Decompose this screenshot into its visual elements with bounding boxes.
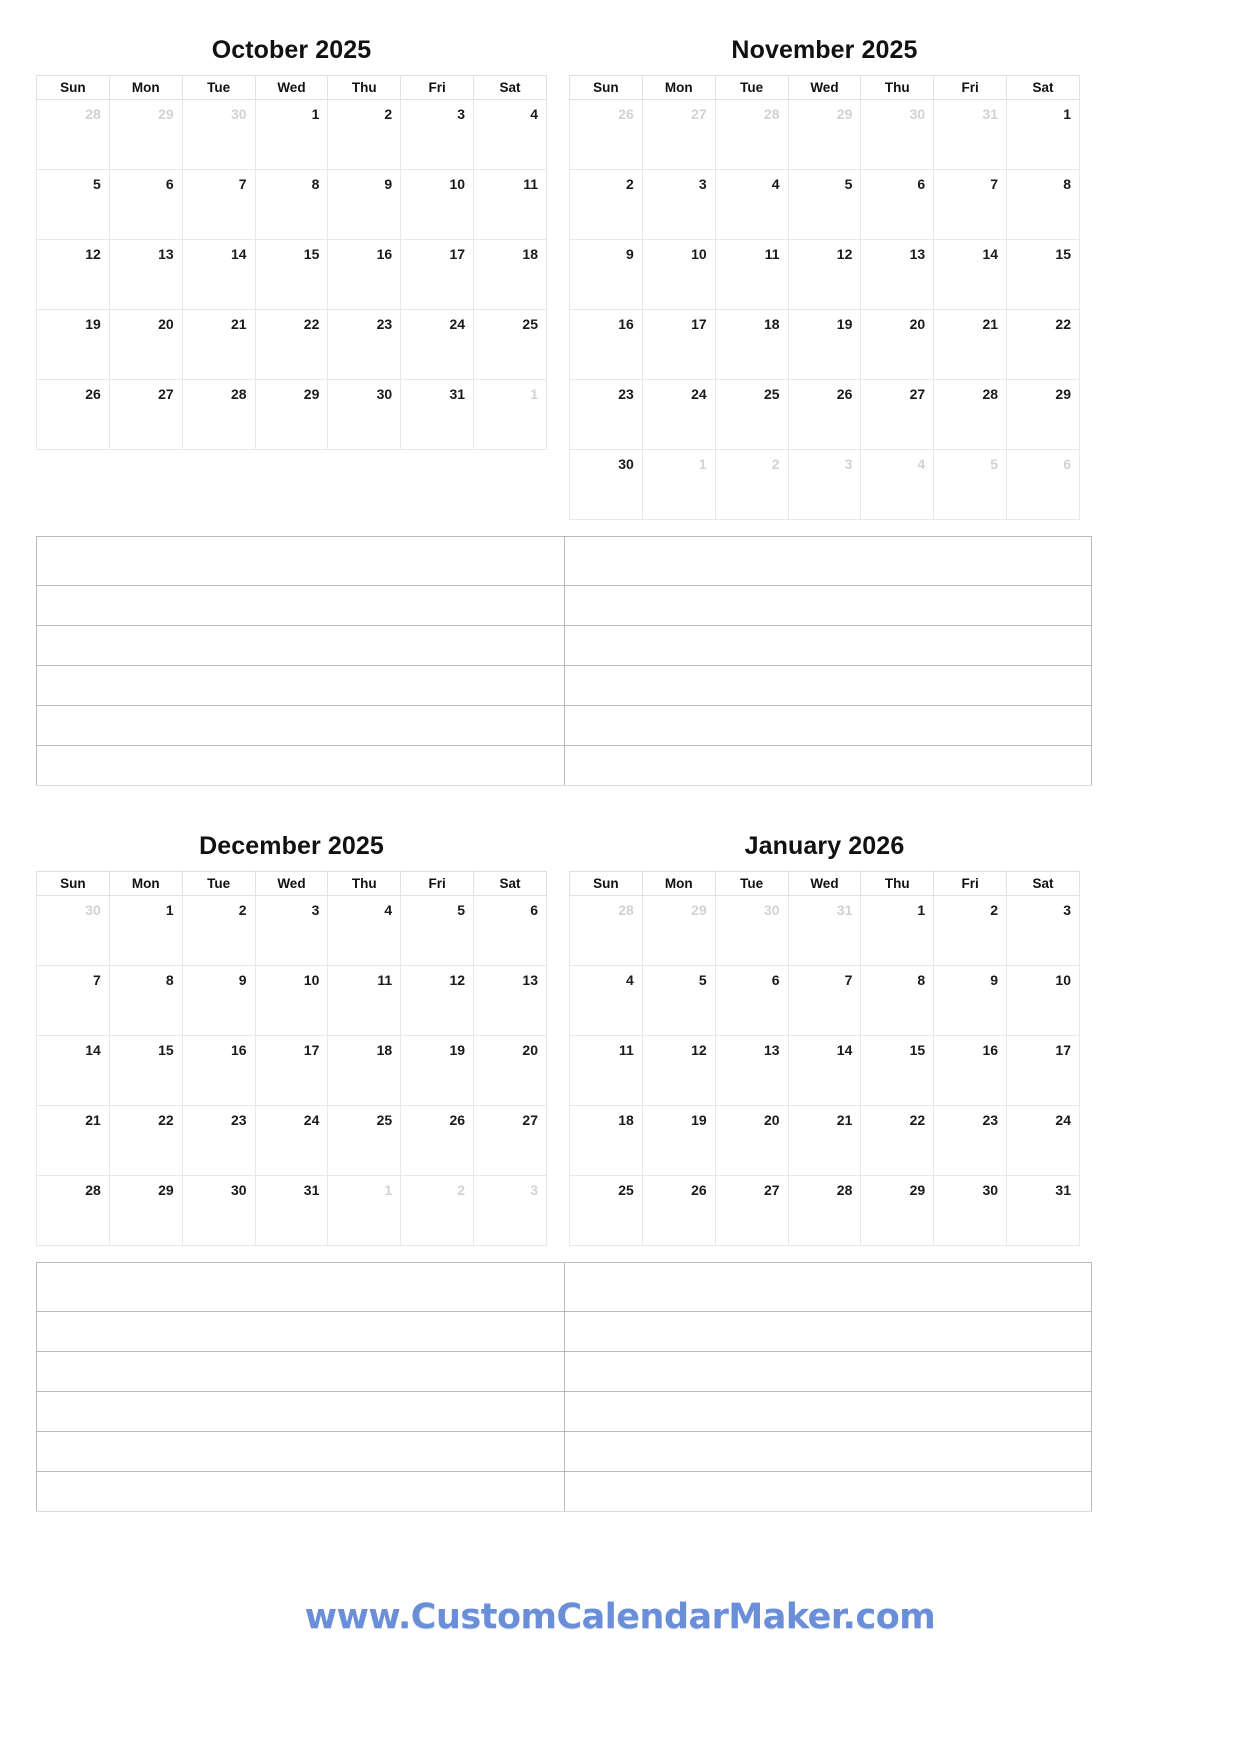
calendar-day-cell[interactable]: 8 [255, 170, 328, 240]
calendar-day-cell[interactable]: 27 [861, 380, 934, 450]
calendar-day-cell[interactable]: 16 [328, 240, 401, 310]
weekday-header-wed: Wed [255, 76, 328, 100]
notes-cell[interactable] [37, 537, 565, 586]
calendar-day-cell[interactable]: 2 [934, 896, 1007, 966]
calendar-day-cell[interactable]: 14 [934, 240, 1007, 310]
calendar-day-cell-adjacent[interactable]: 31 [934, 100, 1007, 170]
calendar-day-cell[interactable]: 28 [182, 380, 255, 450]
calendar-day-cell-adjacent[interactable]: 30 [715, 896, 788, 966]
notes-row [37, 706, 1092, 746]
calendar-day-cell[interactable]: 8 [861, 966, 934, 1036]
calendar-day-cell[interactable]: 18 [328, 1036, 401, 1106]
weekday-header-wed: Wed [788, 76, 861, 100]
calendar-day-cell[interactable]: 22 [861, 1106, 934, 1176]
calendar-week-row [570, 380, 1080, 450]
calendar-week-row [570, 310, 1080, 380]
calendar-day-cell-adjacent[interactable]: 3 [788, 450, 861, 520]
calendar-day-cell[interactable]: 19 [401, 1036, 474, 1106]
notes-body [37, 1263, 1092, 1512]
brand-wordmark: www.CustomCalendarMaker.com [304, 1597, 936, 1637]
calendar-day-cell[interactable]: 25 [474, 310, 547, 380]
calendar-day-cell[interactable]: 1 [861, 896, 934, 966]
calendar-day-cell-adjacent[interactable]: 30 [182, 100, 255, 170]
calendar-day-cell[interactable]: 24 [1007, 1106, 1080, 1176]
calendar-day-cell-adjacent[interactable]: 28 [37, 100, 110, 170]
calendar-day-cell[interactable]: 31 [1007, 1176, 1080, 1246]
weekday-header-row [570, 76, 1080, 100]
calendar-week-row [37, 170, 547, 240]
notes-row [37, 626, 1092, 666]
calendar-week-row [570, 170, 1080, 240]
calendar-day-cell[interactable]: 21 [37, 1106, 110, 1176]
notes-row [37, 1432, 1092, 1472]
calendar-day-cell[interactable]: 27 [474, 1106, 547, 1176]
calendar-week-row [37, 380, 547, 450]
calendar-day-cell[interactable]: 29 [255, 380, 328, 450]
notes-cell[interactable] [564, 537, 1092, 586]
calendar-day-cell-adjacent[interactable]: 2 [401, 1176, 474, 1246]
calendar-week-row [37, 310, 547, 380]
calendar-day-cell-adjacent[interactable]: 5 [934, 450, 1007, 520]
calendar-day-cell[interactable]: 28 [37, 1176, 110, 1246]
calendar-body [37, 896, 547, 1246]
calendar-day-cell-adjacent[interactable]: 29 [109, 100, 182, 170]
weekday-header-sat: Sat [474, 872, 547, 896]
calendar-week-row [37, 966, 547, 1036]
calendar-day-cell[interactable]: 23 [570, 380, 643, 450]
calendar-day-cell[interactable]: 16 [182, 1036, 255, 1106]
calendar-day-cell[interactable]: 10 [642, 240, 715, 310]
weekday-header-mon: Mon [642, 872, 715, 896]
calendar-day-cell[interactable]: 18 [715, 310, 788, 380]
calendar-day-cell[interactable]: 4 [328, 896, 401, 966]
weekday-header-mon: Mon [109, 872, 182, 896]
calendar-day-cell[interactable]: 11 [474, 170, 547, 240]
calendar-day-cell[interactable]: 13 [109, 240, 182, 310]
calendar-week-row [570, 966, 1080, 1036]
notes-cell[interactable] [564, 666, 1092, 706]
calendar-day-cell-adjacent[interactable]: 30 [861, 100, 934, 170]
notes-cell[interactable] [37, 1432, 565, 1472]
calendar-day-cell-adjacent[interactable]: 31 [788, 896, 861, 966]
calendar-day-cell[interactable]: 8 [109, 966, 182, 1036]
weekday-header-wed: Wed [788, 872, 861, 896]
calendar-day-cell[interactable]: 14 [182, 240, 255, 310]
calendar-day-cell[interactable]: 15 [109, 1036, 182, 1106]
calendar-day-cell[interactable]: 2 [570, 170, 643, 240]
calendar-day-cell[interactable]: 2 [182, 896, 255, 966]
weekday-header-tue: Tue [182, 872, 255, 896]
notes-row [37, 666, 1092, 706]
calendar-day-cell[interactable]: 7 [788, 966, 861, 1036]
month-block-january-2026 [569, 832, 1080, 1246]
month-title-december-2025: December 2025 [199, 832, 384, 860]
calendar-day-cell[interactable]: 8 [1007, 170, 1080, 240]
notes-cell[interactable] [564, 586, 1092, 626]
calendar-week-row [37, 896, 547, 966]
calendar-day-cell[interactable]: 4 [570, 966, 643, 1036]
calendar-day-cell[interactable]: 25 [328, 1106, 401, 1176]
calendar-day-cell[interactable]: 29 [861, 1176, 934, 1246]
calendar-week-row [570, 240, 1080, 310]
notes-cell[interactable] [564, 1263, 1092, 1312]
weekday-header-mon: Mon [109, 76, 182, 100]
calendar-day-cell[interactable]: 12 [788, 240, 861, 310]
weekday-header-mon: Mon [642, 76, 715, 100]
calendar-day-cell[interactable]: 12 [37, 240, 110, 310]
calendar-day-cell[interactable]: 5 [788, 170, 861, 240]
notes-cell[interactable] [37, 666, 565, 706]
calendar-day-cell[interactable]: 10 [255, 966, 328, 1036]
calendar-day-cell[interactable]: 13 [861, 240, 934, 310]
month-title-october-2025: October 2025 [211, 36, 372, 64]
calendar-week-row [570, 1106, 1080, 1176]
calendar-day-cell[interactable]: 3 [401, 100, 474, 170]
notes-table-bottom[interactable] [36, 1262, 1092, 1512]
weekday-header-sat: Sat [1007, 872, 1080, 896]
weekday-header-fri: Fri [401, 872, 474, 896]
notes-cell[interactable] [37, 1392, 565, 1432]
notes-cell[interactable] [564, 626, 1092, 666]
calendar-day-cell[interactable]: 12 [642, 1036, 715, 1106]
calendar-day-cell[interactable]: 11 [328, 966, 401, 1036]
weekday-header-row [570, 872, 1080, 896]
calendar-day-cell[interactable]: 12 [401, 966, 474, 1036]
weekday-header-thu: Thu [328, 872, 401, 896]
calendar-day-cell[interactable]: 1 [109, 896, 182, 966]
weekday-header-thu: Thu [861, 76, 934, 100]
calendar-day-cell-adjacent[interactable]: 26 [570, 100, 643, 170]
calendar-day-cell[interactable]: 11 [715, 240, 788, 310]
calendar-day-cell-adjacent[interactable]: 29 [642, 896, 715, 966]
calendar-day-cell[interactable]: 5 [401, 896, 474, 966]
calendar-day-cell[interactable]: 30 [182, 1176, 255, 1246]
calendar-day-cell[interactable]: 15 [1007, 240, 1080, 310]
calendar-day-cell-adjacent[interactable]: 4 [861, 450, 934, 520]
calendar-day-cell[interactable]: 21 [934, 310, 1007, 380]
calendar-day-cell[interactable]: 6 [861, 170, 934, 240]
calendar-day-cell[interactable]: 13 [715, 1036, 788, 1106]
calendar-day-cell[interactable]: 26 [37, 380, 110, 450]
calendar-day-cell[interactable]: 16 [934, 1036, 1007, 1106]
weekday-header-fri: Fri [934, 872, 1007, 896]
calendar-day-cell-adjacent[interactable]: 30 [37, 896, 110, 966]
notes-row [37, 1352, 1092, 1392]
calendar-day-cell[interactable]: 9 [182, 966, 255, 1036]
notes-row [37, 537, 1092, 586]
calendar-week-row [37, 100, 547, 170]
notes-body [37, 537, 1092, 786]
weekday-header-tue: Tue [182, 76, 255, 100]
calendar-day-cell[interactable]: 23 [182, 1106, 255, 1176]
calendar-week-row [570, 1176, 1080, 1246]
calendar-day-cell[interactable]: 10 [1007, 966, 1080, 1036]
calendar-day-cell[interactable]: 16 [570, 310, 643, 380]
month-block-november-2025 [569, 36, 1080, 520]
months-row-top [36, 36, 1092, 520]
month-block-december-2025 [36, 832, 547, 1246]
months-row-bottom [36, 832, 1092, 1246]
calendar-day-cell[interactable]: 9 [570, 240, 643, 310]
notes-cell[interactable] [564, 1312, 1092, 1352]
calendar-day-cell[interactable]: 21 [182, 310, 255, 380]
calendar-day-cell[interactable]: 4 [715, 170, 788, 240]
weekday-header-sun: Sun [570, 76, 643, 100]
calendar-day-cell[interactable]: 26 [788, 380, 861, 450]
calendar-day-cell[interactable]: 1 [1007, 100, 1080, 170]
calendar-day-cell[interactable]: 19 [37, 310, 110, 380]
calendar-week-row [570, 100, 1080, 170]
notes-cell[interactable] [37, 1472, 565, 1512]
notes-row [37, 1312, 1092, 1352]
calendar-day-cell[interactable]: 26 [401, 1106, 474, 1176]
calendar-day-cell[interactable]: 5 [642, 966, 715, 1036]
calendar-week-row [570, 1036, 1080, 1106]
calendar-day-cell[interactable]: 20 [715, 1106, 788, 1176]
calendar-day-cell[interactable]: 3 [255, 896, 328, 966]
notes-cell[interactable] [37, 626, 565, 666]
calendar-day-cell[interactable]: 22 [109, 1106, 182, 1176]
calendar-week-row [570, 896, 1080, 966]
notes-cell[interactable] [564, 1392, 1092, 1432]
calendar-day-cell[interactable]: 27 [109, 380, 182, 450]
calendar-day-cell[interactable]: 19 [788, 310, 861, 380]
calendar-day-cell[interactable]: 29 [109, 1176, 182, 1246]
footer [0, 1597, 1240, 1637]
notes-row [37, 1263, 1092, 1312]
notes-row [37, 1472, 1092, 1512]
calendar-week-row [37, 1036, 547, 1106]
calendar-day-cell[interactable]: 22 [1007, 310, 1080, 380]
calendar-day-cell[interactable]: 23 [328, 310, 401, 380]
notes-cell[interactable] [564, 746, 1092, 786]
calendar-day-cell[interactable]: 6 [715, 966, 788, 1036]
notes-row [37, 1392, 1092, 1432]
weekday-header-row [37, 76, 547, 100]
calendar-day-cell[interactable]: 26 [642, 1176, 715, 1246]
weekday-header-wed: Wed [255, 872, 328, 896]
calendar-day-cell-adjacent[interactable]: 29 [788, 100, 861, 170]
notes-cell[interactable] [564, 1472, 1092, 1512]
calendar-week-row [37, 240, 547, 310]
calendar-grid-october-2025 [36, 75, 547, 450]
notes-cell[interactable] [37, 1352, 565, 1392]
calendar-day-cell[interactable]: 15 [255, 240, 328, 310]
notes-cell[interactable] [564, 1352, 1092, 1392]
calendar-day-cell[interactable]: 4 [474, 100, 547, 170]
calendar-week-row [37, 1106, 547, 1176]
calendar-day-cell[interactable]: 17 [401, 240, 474, 310]
weekday-header-thu: Thu [861, 872, 934, 896]
weekday-header-tue: Tue [715, 76, 788, 100]
calendar-day-cell[interactable]: 7 [934, 170, 1007, 240]
calendar-day-cell[interactable]: 6 [474, 896, 547, 966]
calendar-day-cell[interactable]: 23 [934, 1106, 1007, 1176]
calendar-day-cell[interactable]: 20 [109, 310, 182, 380]
calendar-day-cell[interactable]: 3 [1007, 896, 1080, 966]
month-title-january-2026: January 2026 [744, 832, 905, 860]
calendar-day-cell[interactable]: 7 [182, 170, 255, 240]
calendar-day-cell[interactable]: 11 [570, 1036, 643, 1106]
calendar-day-cell[interactable]: 13 [474, 966, 547, 1036]
calendar-day-cell-adjacent[interactable]: 27 [642, 100, 715, 170]
calendar-body [570, 100, 1080, 520]
calendar-grid-december-2025 [36, 871, 547, 1246]
notes-row [37, 586, 1092, 626]
calendar-day-cell[interactable]: 21 [788, 1106, 861, 1176]
calendar-day-cell[interactable]: 15 [861, 1036, 934, 1106]
calendar-day-cell[interactable]: 28 [788, 1176, 861, 1246]
notes-cell[interactable] [37, 1312, 565, 1352]
weekday-header-sun: Sun [570, 872, 643, 896]
calendar-day-cell[interactable]: 2 [328, 100, 401, 170]
calendar-grid-november-2025 [569, 75, 1080, 520]
calendar-day-cell[interactable]: 3 [642, 170, 715, 240]
calendar-day-cell[interactable]: 24 [255, 1106, 328, 1176]
weekday-header-fri: Fri [934, 76, 1007, 100]
calendar-day-cell[interactable]: 30 [934, 1176, 1007, 1246]
notes-cell[interactable] [37, 1263, 565, 1312]
calendar-day-cell[interactable]: 31 [401, 380, 474, 450]
calendar-day-cell[interactable]: 30 [570, 450, 643, 520]
calendar-day-cell-adjacent[interactable]: 6 [1007, 450, 1080, 520]
weekday-header-row [37, 872, 547, 896]
calendar-day-cell-adjacent[interactable]: 1 [642, 450, 715, 520]
calendar-day-cell[interactable]: 19 [642, 1106, 715, 1176]
calendar-day-cell[interactable]: 28 [934, 380, 1007, 450]
weekday-header-sat: Sat [1007, 76, 1080, 100]
notes-row [37, 746, 1092, 786]
notes-cell[interactable] [37, 586, 565, 626]
calendar-day-cell[interactable]: 20 [861, 310, 934, 380]
month-title-november-2025: November 2025 [731, 36, 918, 64]
calendar-day-cell[interactable]: 6 [109, 170, 182, 240]
calendar-day-cell[interactable]: 17 [642, 310, 715, 380]
calendar-week-row [570, 450, 1080, 520]
calendar-day-cell-adjacent[interactable]: 28 [715, 100, 788, 170]
calendar-day-cell[interactable]: 24 [642, 380, 715, 450]
month-block-october-2025 [36, 36, 547, 520]
calendar-day-cell[interactable]: 25 [715, 380, 788, 450]
calendar-day-cell[interactable]: 14 [788, 1036, 861, 1106]
calendar-day-cell[interactable]: 18 [474, 240, 547, 310]
notes-cell[interactable] [564, 1432, 1092, 1472]
calendar-day-cell[interactable]: 14 [37, 1036, 110, 1106]
notes-table-top[interactable] [36, 536, 1092, 786]
notes-cell[interactable] [37, 706, 565, 746]
calendar-day-cell[interactable]: 17 [255, 1036, 328, 1106]
calendar-day-cell[interactable]: 30 [328, 380, 401, 450]
calendar-day-cell[interactable]: 25 [570, 1176, 643, 1246]
weekday-header-thu: Thu [328, 76, 401, 100]
calendar-day-cell[interactable]: 31 [255, 1176, 328, 1246]
calendar-week-row [37, 1176, 547, 1246]
weekday-header-tue: Tue [715, 872, 788, 896]
notes-cell[interactable] [37, 746, 565, 786]
calendar-day-cell[interactable]: 20 [474, 1036, 547, 1106]
calendar-day-cell[interactable]: 27 [715, 1176, 788, 1246]
calendar-day-cell-adjacent[interactable]: 1 [474, 380, 547, 450]
calendar-day-cell[interactable]: 29 [1007, 380, 1080, 450]
calendar-day-cell-adjacent[interactable]: 1 [328, 1176, 401, 1246]
weekday-header-sat: Sat [474, 76, 547, 100]
calendar-day-cell[interactable]: 9 [328, 170, 401, 240]
calendar-day-cell-adjacent[interactable]: 2 [715, 450, 788, 520]
weekday-header-fri: Fri [401, 76, 474, 100]
calendar-grid-january-2026 [569, 871, 1080, 1246]
calendar-day-cell[interactable]: 9 [934, 966, 1007, 1036]
weekday-header-sun: Sun [37, 872, 110, 896]
calendar-day-cell-adjacent[interactable]: 3 [474, 1176, 547, 1246]
calendar-day-cell[interactable]: 17 [1007, 1036, 1080, 1106]
weekday-header-sun: Sun [37, 76, 110, 100]
calendar-day-cell[interactable]: 18 [570, 1106, 643, 1176]
calendar-day-cell[interactable]: 7 [37, 966, 110, 1036]
calendar-day-cell[interactable]: 5 [37, 170, 110, 240]
calendar-day-cell[interactable]: 10 [401, 170, 474, 240]
calendar-body [37, 100, 547, 450]
calendar-day-cell[interactable]: 22 [255, 310, 328, 380]
notes-cell[interactable] [564, 706, 1092, 746]
calendar-day-cell[interactable]: 24 [401, 310, 474, 380]
calendar-body [570, 896, 1080, 1246]
calendar-day-cell[interactable]: 1 [255, 100, 328, 170]
calendar-day-cell-adjacent[interactable]: 28 [570, 896, 643, 966]
